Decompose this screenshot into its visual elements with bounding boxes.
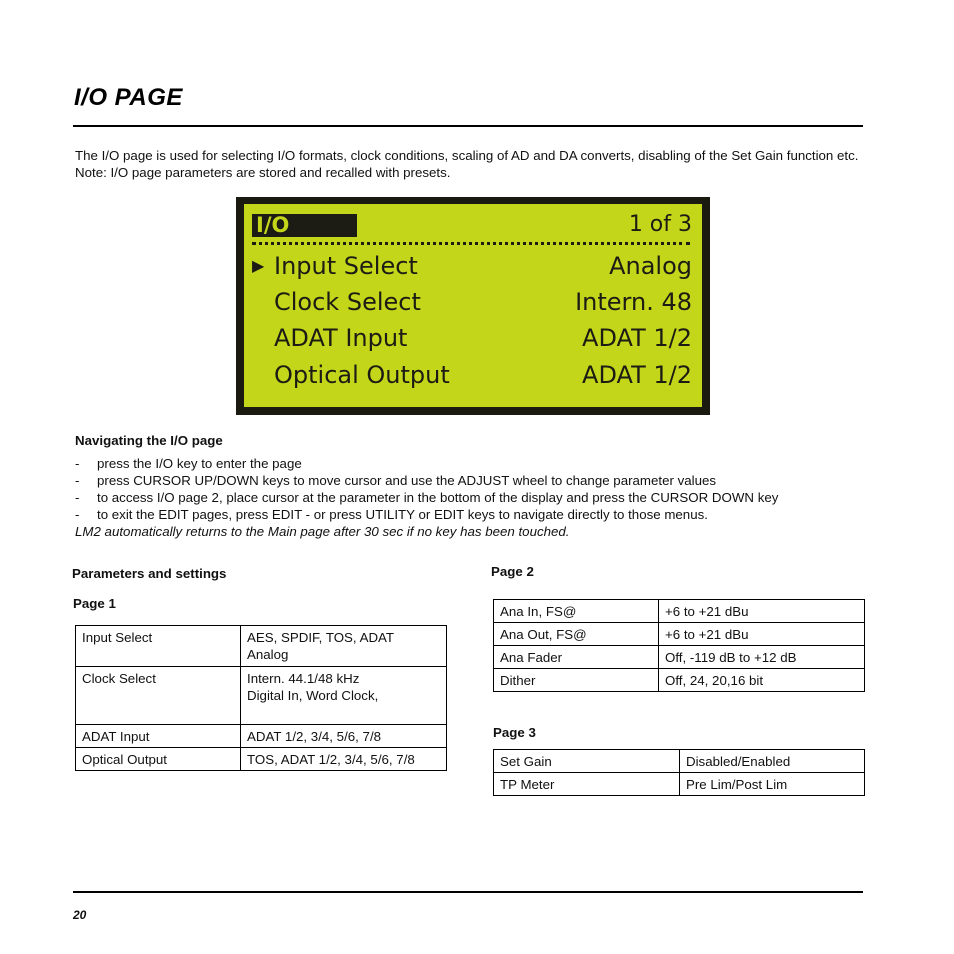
list-item — [75, 455, 895, 472]
cursor-arrow-icon: ▶ — [252, 256, 265, 275]
table-row — [76, 748, 447, 771]
parameters-heading: Parameters and settings — [72, 566, 227, 581]
param-values — [241, 626, 447, 667]
page1-label: Page 1 — [73, 596, 116, 611]
table-row — [494, 600, 865, 623]
page-number: 20 — [73, 908, 87, 922]
list-item — [75, 506, 895, 523]
list-item-text: to access I/O page 2, place cursor at the parameter in the bottom of the display and press the CURSOR DOWN key — [97, 490, 779, 505]
param-name: Ana Out, FS@ — [494, 623, 659, 646]
param-name: Clock Select — [76, 667, 241, 725]
page2-table — [493, 599, 865, 692]
table-row — [76, 626, 447, 667]
lcd-row-input-select — [252, 250, 692, 282]
page3-table — [493, 749, 865, 796]
lcd-row-label: Optical Output — [274, 361, 450, 389]
lcd-row-value: ADAT 1/2 — [582, 324, 692, 352]
param-name: TP Meter — [494, 773, 680, 796]
lcd-display — [236, 197, 710, 415]
list-item-text: press the I/O key to enter the page — [97, 456, 302, 471]
page-title: I/O PAGE — [74, 84, 183, 111]
lcd-page-count: 1 of 3 — [628, 212, 692, 237]
param-values: TOS, ADAT 1/2, 3/4, 5/6, 7/8 — [241, 748, 447, 771]
param-name: Optical Output — [76, 748, 241, 771]
lcd-row-value: ADAT 1/2 — [582, 361, 692, 389]
param-value: Off, 24, 20,16 bit — [659, 669, 865, 692]
list-item — [75, 472, 895, 489]
table-row — [494, 646, 865, 669]
navigating-heading: Navigating the I/O page — [75, 433, 223, 448]
table-row — [76, 667, 447, 725]
lcd-title: I/O — [252, 214, 357, 237]
param-value: Off, -119 dB to +12 dB — [659, 646, 865, 669]
title-rule — [73, 125, 863, 127]
table-row — [76, 725, 447, 748]
param-values — [241, 667, 447, 725]
table-row — [494, 623, 865, 646]
lcd-row-label: Clock Select — [274, 288, 421, 316]
list-dash: - — [75, 473, 80, 488]
param-name: Ana In, FS@ — [494, 600, 659, 623]
table-row — [494, 773, 865, 796]
param-value-line: Intern. 44.1/48 kHz — [247, 671, 360, 686]
table-row — [494, 750, 865, 773]
param-value: Pre Lim/Post Lim — [680, 773, 865, 796]
lcd-row-optical-output — [252, 359, 692, 391]
param-name: Dither — [494, 669, 659, 692]
list-dash: - — [75, 507, 80, 522]
lcd-screen — [244, 204, 702, 407]
param-value: Disabled/Enabled — [680, 750, 865, 773]
param-name: Set Gain — [494, 750, 680, 773]
param-value-line: AES, SPDIF, TOS, ADAT — [247, 630, 395, 645]
lcd-row-value: Analog — [609, 252, 692, 280]
navigating-list — [75, 455, 895, 540]
list-item-text: to exit the EDIT pages, press EDIT - or press UTILITY or EDIT keys to navigate directly to those menus. — [97, 507, 708, 522]
lcd-separator — [252, 242, 690, 245]
list-item — [75, 489, 895, 506]
param-name: Input Select — [76, 626, 241, 667]
param-value: +6 to +21 dBu — [659, 600, 865, 623]
param-name: ADAT Input — [76, 725, 241, 748]
lcd-row-label: ADAT Input — [274, 324, 408, 352]
intro-paragraph: The I/O page is used for selecting I/O formats, clock conditions, scaling of AD and DA converts, disabling of the Set Gain function etc. Note: I/O page parameters are stored and recalled with presets. — [75, 148, 859, 180]
timeout-note: LM2 automatically returns to the Main page after 30 sec if no key has been touched. — [75, 524, 570, 539]
list-item-text: press CURSOR UP/DOWN keys to move cursor and use the ADJUST wheel to change parameter values — [97, 473, 717, 488]
param-value-line: Analog — [247, 647, 289, 662]
param-values: ADAT 1/2, 3/4, 5/6, 7/8 — [241, 725, 447, 748]
page2-label: Page 2 — [491, 564, 534, 579]
lcd-row-label: Input Select — [274, 252, 418, 280]
list-dash: - — [75, 456, 80, 471]
lcd-row-adat-input — [252, 322, 692, 354]
lcd-row-clock-select — [252, 286, 692, 318]
lcd-row-value: Intern. 48 — [575, 288, 692, 316]
table-row — [494, 669, 865, 692]
param-value-line: Digital In, Word Clock, — [247, 688, 379, 703]
footer-rule — [73, 891, 863, 893]
param-value: +6 to +21 dBu — [659, 623, 865, 646]
list-dash: - — [75, 490, 80, 505]
page1-table — [75, 625, 447, 771]
page3-label: Page 3 — [493, 725, 536, 740]
param-name: Ana Fader — [494, 646, 659, 669]
